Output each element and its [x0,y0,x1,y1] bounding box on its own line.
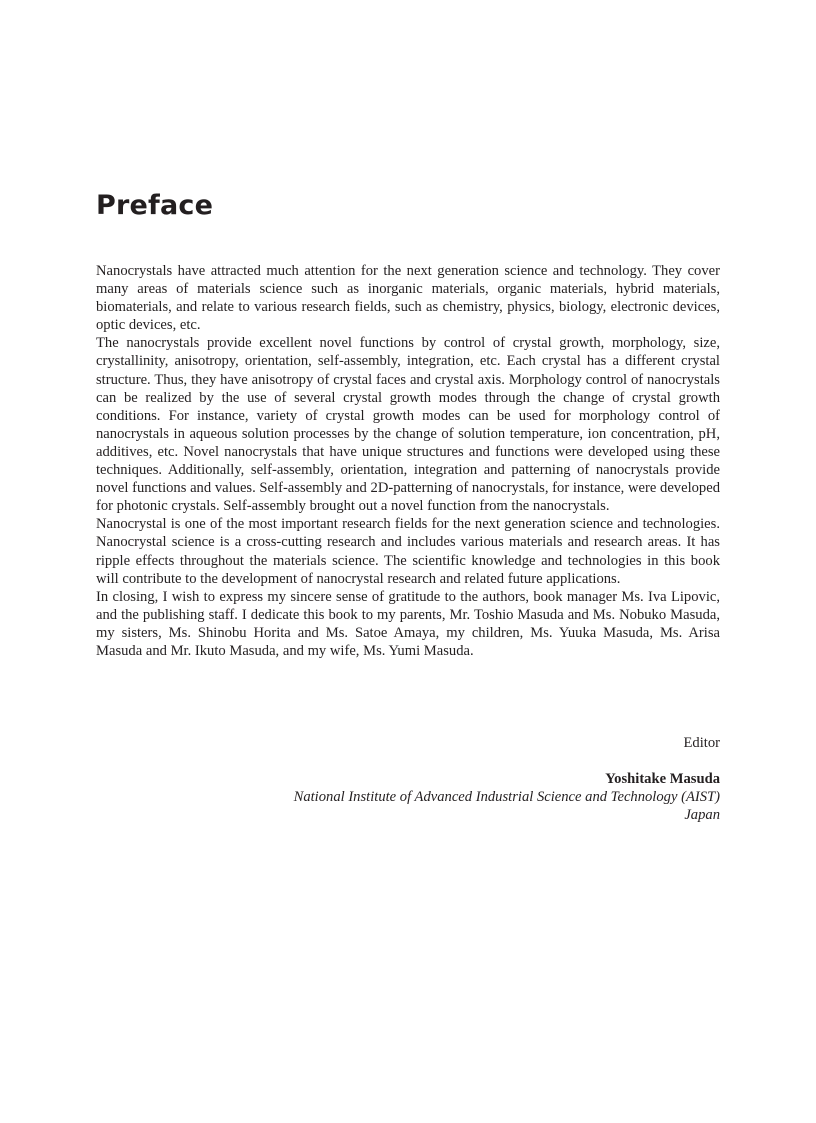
editor-name: Yoshitake Masuda [605,771,720,787]
signature-block [160,770,720,824]
paragraph-importance: Nanocrystal is one of the most important research fields for the next generation science and technologies. Nanocrystal science is a cross-cutting research and includes various materials and research areas. It has ripple effects throughout the materials science. The scientific knowledge and technologies in this book will contribute to the development of nanocrystal research and related future applications. [96,516,720,587]
preface-body [96,262,720,660]
editor-country: Japan [684,807,720,824]
paragraph-functions: The nanocrystals provide excellent novel functions by control of crystal growth, morphology, size, crystallinity, anisotropy, orientation, self-assembly, integration, etc. Each crystal has a different crystal structure. Thus, they have anisotropy of crystal faces and crystal axis. Morphology control of nanocrystals can be realized by the use of several crystal growth modes through the change of crystal growth conditions. For instance, variety of crystal growth modes can be used for morphology control of nanocrystals in aqueous solution processes by the change of solution temperature, ion concentration, pH, additives, etc. Novel nanocrystals that have unique structures and functions were developed using these techniques. Additionally, self-assembly, orientation, integration and patterning of nanocrystals provide novel functions and values. Self-assembly and 2D-patterning of nanocrystals, for instance, were developed for photonic crystals. Self-assembly brought out a novel function from the nanocrystals. [96,335,720,515]
editor-affiliation: National Institute of Advanced Industrial Science and Technology (AIST) [293,789,720,806]
page-title: Preface [96,190,214,221]
signature-role: Editor [683,735,720,751]
paragraph-acknowledgements: In closing, I wish to express my sincere sense of gratitude to the authors, book manager Ms. Iva Lipovic, and the publishing staff. I dedicate this book to my parents, Mr. Toshio Masuda and Ms. Nobuko Masuda, my sisters, Ms. Shinobu Horita and Ms. Satoe Amaya, my children, Ms. Yuuka Masuda, Ms. Arisa Masuda and Mr. Ikuto Masuda, and my wife, Ms. Yumi Masuda. [96,588,720,659]
paragraph-intro: Nanocrystals have attracted much attention for the next generation science and technology. They cover many areas of materials science such as inorganic materials, organic materials, hybrid materials, biomaterials, and relate to various research fields, such as chemistry, physics, biology, electronic devices, optic devices, etc. [96,263,720,334]
